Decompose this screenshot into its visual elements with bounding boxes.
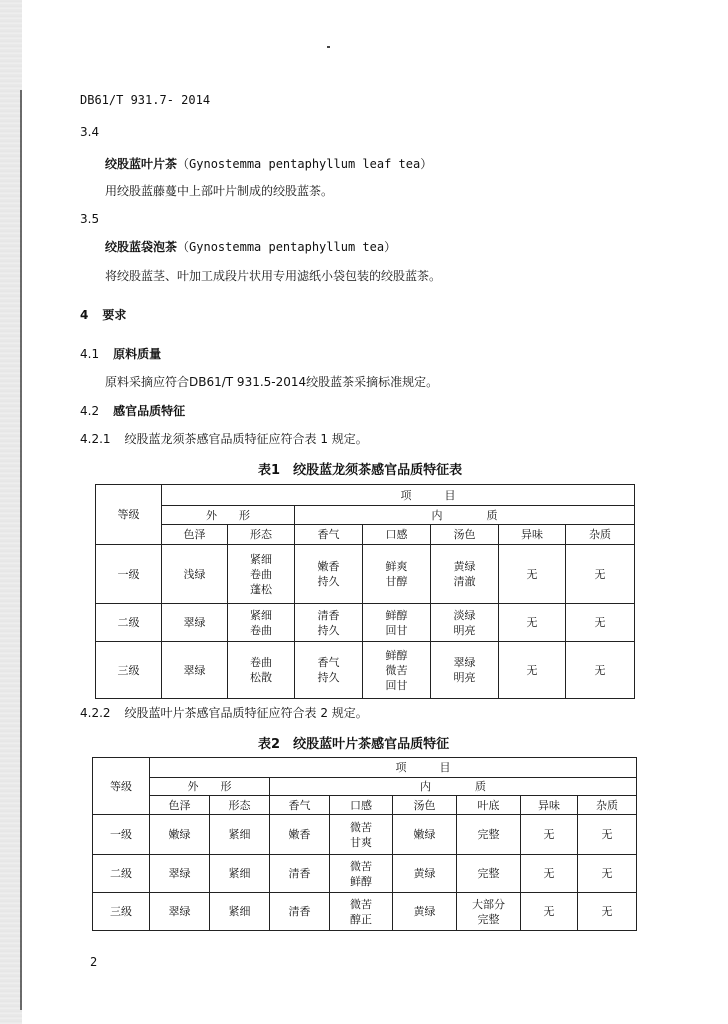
table1-r2-aroma bbox=[295, 604, 363, 642]
table1-caption-number: 表1 bbox=[258, 463, 281, 478]
table1-r2-grade: 二级 bbox=[96, 604, 162, 642]
table2-r3-leaf bbox=[457, 893, 521, 931]
table1-outer-header: 外 形 bbox=[162, 506, 295, 525]
table1-r3-color: 翠绿 bbox=[162, 642, 228, 699]
table1-grade-header: 等级 bbox=[96, 485, 162, 545]
cell-line: 甘醇 bbox=[385, 575, 408, 588]
section-3-5-definition: 将绞股蓝茎、叶加工成段片状用专用滤纸小袋包装的绞股蓝茶。 bbox=[105, 269, 442, 283]
cell-line: 完整 bbox=[477, 867, 500, 880]
table1-r1-color: 浅绿 bbox=[162, 545, 228, 604]
table2-r2-leaf bbox=[457, 855, 521, 893]
section-4-2-number: 4.2 bbox=[80, 404, 100, 418]
section-4-1-title: 原料质量 bbox=[113, 347, 162, 361]
section-4-2-1-text: 绞股蓝龙须茶感官品质特征应符合表 1 规定。 bbox=[124, 432, 368, 446]
cell-line: 翠绿 bbox=[453, 656, 476, 669]
cell-line: 卷曲 bbox=[250, 567, 272, 581]
scan-speck bbox=[327, 46, 330, 48]
table2-r3-taste bbox=[330, 893, 393, 931]
table2-col-color: 色泽 bbox=[150, 796, 210, 815]
section-4-title: 要求 bbox=[102, 308, 127, 322]
table2-r3-odor: 无 bbox=[521, 893, 578, 931]
table2-r2-impurity: 无 bbox=[578, 855, 637, 893]
table1-r1-shape bbox=[228, 545, 295, 604]
cell-line: 黄绿 bbox=[453, 560, 476, 573]
table2-col-aroma: 香气 bbox=[270, 796, 330, 815]
section-3-5-term: 绞股蓝袋泡茶 bbox=[105, 240, 178, 254]
scan-binding-line bbox=[20, 90, 22, 1010]
table2-grade-header: 等级 bbox=[93, 758, 150, 815]
cell-line: 鲜醇 bbox=[385, 648, 408, 662]
section-4-number: 4 bbox=[80, 308, 89, 322]
section-4-2-heading bbox=[80, 402, 185, 419]
table1-r3-grade: 三级 bbox=[96, 642, 162, 699]
cell-line: 清香 bbox=[317, 608, 340, 622]
table2-r1-odor: 无 bbox=[521, 815, 578, 855]
table1-col-impurity: 杂质 bbox=[566, 525, 635, 545]
table2-caption-title: 绞股蓝叶片茶感官品质特征 bbox=[293, 737, 450, 752]
page-number: 2 bbox=[90, 955, 98, 969]
table2-r2-odor: 无 bbox=[521, 855, 578, 893]
table1-r2-impurity: 无 bbox=[566, 604, 635, 642]
table2-col-impurity: 杂质 bbox=[578, 796, 637, 815]
table2-r3-impurity: 无 bbox=[578, 893, 637, 931]
table1-r3-aroma bbox=[295, 642, 363, 699]
cell-line: 嫩香 bbox=[317, 560, 340, 573]
table2-r3-grade: 三级 bbox=[93, 893, 150, 931]
cell-line: 回甘 bbox=[385, 678, 408, 692]
table-row bbox=[96, 545, 635, 604]
table1-caption bbox=[258, 459, 462, 478]
table1-col-taste: 口感 bbox=[363, 525, 431, 545]
table2-outer-header: 外 形 bbox=[150, 778, 270, 796]
table2-r2-grade: 二级 bbox=[93, 855, 150, 893]
table2-r3-color: 翠绿 bbox=[150, 893, 210, 931]
table1-r1-liquor bbox=[431, 545, 499, 604]
scan-edge-shading bbox=[0, 0, 22, 1024]
table1-col-color: 色泽 bbox=[162, 525, 228, 545]
cell-line: 持久 bbox=[317, 623, 340, 637]
cell-line: 清澈 bbox=[453, 575, 476, 588]
table2-item-header: 项 目 bbox=[150, 758, 637, 778]
table2-r1-leaf bbox=[457, 815, 521, 855]
cell-line: 明亮 bbox=[453, 623, 476, 637]
section-4-2-2-line bbox=[80, 704, 368, 721]
table1-r1-grade: 一级 bbox=[96, 545, 162, 604]
table1-r3-taste bbox=[363, 642, 431, 699]
table1-r3-impurity: 无 bbox=[566, 642, 635, 699]
table1-r3-liquor bbox=[431, 642, 499, 699]
table1-r2-liquor bbox=[431, 604, 499, 642]
table2-r2-liquor: 黄绿 bbox=[393, 855, 457, 893]
table2-r2-color: 翠绿 bbox=[150, 855, 210, 893]
table2-col-taste: 口感 bbox=[330, 796, 393, 815]
section-3-4-english: （Gynostemma pentaphyllum leaf tea） bbox=[177, 157, 433, 171]
table1-r2-shape bbox=[228, 604, 295, 642]
cell-line: 回甘 bbox=[385, 623, 408, 637]
cell-line: 微苦 bbox=[350, 897, 372, 911]
table2-r1-impurity: 无 bbox=[578, 815, 637, 855]
table1-item-header: 项 目 bbox=[162, 485, 635, 506]
section-3-4-definition: 用绞股蓝藤蔓中上部叶片制成的绞股蓝茶。 bbox=[105, 184, 334, 198]
table2-r2-taste bbox=[330, 855, 393, 893]
cell-line: 微苦 bbox=[350, 820, 372, 834]
table2-r1-liquor: 嫩绿 bbox=[393, 815, 457, 855]
table2-r2-shape: 紧细 bbox=[210, 855, 270, 893]
table2-r2-aroma: 清香 bbox=[270, 855, 330, 893]
cell-line: 鲜醇 bbox=[385, 608, 408, 622]
table1-inner-header: 内 质 bbox=[295, 506, 635, 525]
table1-col-shape: 形态 bbox=[228, 525, 295, 545]
section-4-1-text: 原料采摘应符合DB61/T 931.5-2014绞股蓝茶采摘标准规定。 bbox=[105, 375, 439, 389]
cell-line: 微苦 bbox=[350, 859, 372, 873]
section-3-5-term-line bbox=[105, 238, 396, 255]
table1-r3-shape bbox=[228, 642, 295, 699]
table2-r1-taste bbox=[330, 815, 393, 855]
table2-r3-aroma: 清香 bbox=[270, 893, 330, 931]
table2-r3-shape: 紧细 bbox=[210, 893, 270, 931]
table1 bbox=[95, 484, 635, 699]
table2-col-leaf: 叶底 bbox=[457, 796, 521, 815]
section-4-2-1-line bbox=[80, 430, 368, 447]
section-3-5-number: 3.5 bbox=[80, 212, 100, 226]
cell-line: 醇正 bbox=[350, 912, 372, 926]
cell-line: 蓬松 bbox=[250, 582, 272, 596]
cell-line: 香气 bbox=[317, 656, 340, 669]
table2-r1-shape: 紧细 bbox=[210, 815, 270, 855]
cell-line: 紧细 bbox=[250, 608, 272, 622]
table1-r1-odor: 无 bbox=[499, 545, 566, 604]
cell-line: 淡绿 bbox=[453, 608, 476, 622]
section-4-2-2-number: 4.2.2 bbox=[80, 706, 111, 720]
cell-line: 松散 bbox=[250, 671, 272, 684]
table2-caption-number: 表2 bbox=[258, 737, 281, 752]
cell-line: 持久 bbox=[317, 575, 340, 588]
cell-line: 大部分 bbox=[472, 897, 505, 911]
table2-col-liquor: 汤色 bbox=[393, 796, 457, 815]
cell-line: 完整 bbox=[477, 828, 500, 841]
cell-line: 甘爽 bbox=[350, 835, 372, 849]
table1-r2-odor: 无 bbox=[499, 604, 566, 642]
table2 bbox=[92, 757, 637, 931]
table2-col-shape: 形态 bbox=[210, 796, 270, 815]
table2-r3-liquor: 黄绿 bbox=[393, 893, 457, 931]
section-3-4-term: 绞股蓝叶片茶 bbox=[105, 157, 178, 171]
table2-col-odor: 异味 bbox=[521, 796, 578, 815]
section-4-1-number: 4.1 bbox=[80, 347, 100, 361]
table1-col-liquor: 汤色 bbox=[431, 525, 499, 545]
table1-r2-taste bbox=[363, 604, 431, 642]
table2-caption bbox=[258, 733, 449, 752]
table1-r2-color: 翠绿 bbox=[162, 604, 228, 642]
table1-r1-taste bbox=[363, 545, 431, 604]
cell-line: 明亮 bbox=[453, 671, 476, 684]
cell-line: 持久 bbox=[317, 671, 340, 684]
section-4-2-2-text: 绞股蓝叶片茶感官品质特征应符合表 2 规定。 bbox=[124, 706, 368, 720]
doc-code-header: DB61/T 931.7- 2014 bbox=[80, 93, 211, 107]
section-4-1-heading bbox=[80, 345, 161, 362]
section-4-heading bbox=[80, 306, 126, 323]
table1-col-odor: 异味 bbox=[499, 525, 566, 545]
section-4-2-title: 感官品质特征 bbox=[113, 404, 186, 418]
cell-line: 微苦 bbox=[385, 663, 408, 677]
table-row bbox=[93, 855, 637, 893]
table-row bbox=[96, 604, 635, 642]
cell-line: 完整 bbox=[477, 912, 500, 926]
cell-line: 卷曲 bbox=[250, 656, 272, 669]
table-row bbox=[93, 893, 637, 931]
table2-r1-grade: 一级 bbox=[93, 815, 150, 855]
table1-r1-impurity: 无 bbox=[566, 545, 635, 604]
section-3-4-number: 3.4 bbox=[80, 125, 100, 139]
cell-line: 鲜爽 bbox=[385, 560, 408, 573]
section-4-2-1-number: 4.2.1 bbox=[80, 432, 111, 446]
table-row bbox=[96, 642, 635, 699]
cell-line: 鲜醇 bbox=[350, 874, 372, 888]
table1-r1-aroma bbox=[295, 545, 363, 604]
table1-caption-title: 绞股蓝龙须茶感官品质特征表 bbox=[293, 463, 463, 478]
cell-line: 紧细 bbox=[250, 552, 272, 566]
table1-col-aroma: 香气 bbox=[295, 525, 363, 545]
table2-r1-color: 嫩绿 bbox=[150, 815, 210, 855]
table1-r3-odor: 无 bbox=[499, 642, 566, 699]
table-row bbox=[93, 815, 637, 855]
section-3-5-english: （Gynostemma pentaphyllum tea） bbox=[177, 240, 397, 254]
cell-line: 卷曲 bbox=[250, 623, 272, 637]
table2-r1-aroma: 嫩香 bbox=[270, 815, 330, 855]
table2-inner-header: 内 质 bbox=[270, 778, 637, 796]
section-3-4-term-line bbox=[105, 155, 432, 172]
